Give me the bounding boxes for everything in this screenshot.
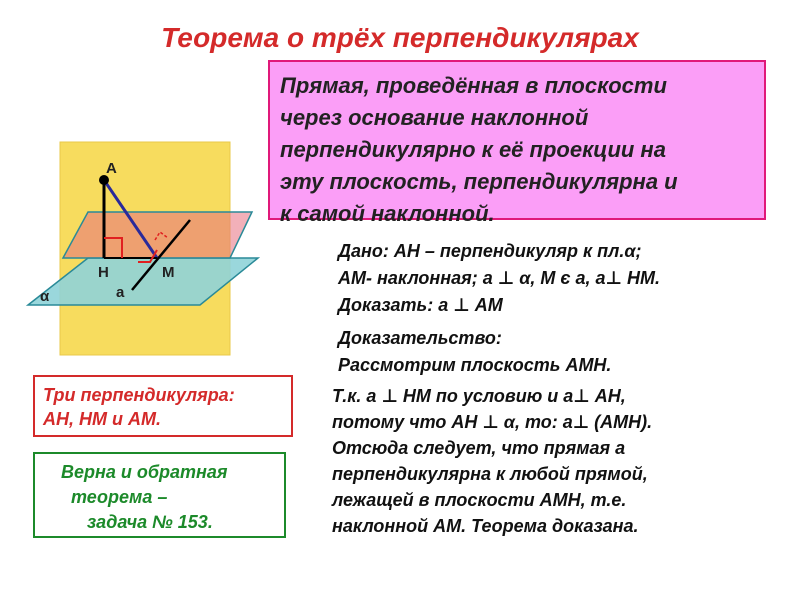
three-perp-line: АН, НМ и АМ. bbox=[43, 409, 161, 429]
proof-body-line: наклонной АМ. Теорема доказана. bbox=[332, 516, 639, 536]
converse-line: Верна и обратная bbox=[61, 462, 228, 482]
three-perp-line: Три перпендикуляра: bbox=[43, 385, 235, 405]
proof-body-line: лежащей в плоскости АМН, т.е. bbox=[332, 490, 627, 510]
label-a-point: А bbox=[106, 160, 117, 177]
theorem-line: Прямая, проведённая в плоскости bbox=[280, 73, 667, 98]
label-h-point: Н bbox=[98, 264, 109, 281]
page-title: Теорема о трёх перпендикулярах bbox=[161, 22, 639, 53]
three-perpendiculars-box bbox=[33, 375, 293, 437]
given-block bbox=[338, 238, 798, 319]
converse-theorem-box bbox=[33, 452, 286, 538]
label-line-a: а bbox=[116, 284, 125, 301]
given-line: Дано: АН – перпендикуляр к пл.α; bbox=[338, 241, 642, 261]
theorem-line: через основание наклонной bbox=[280, 105, 589, 130]
proof-body-line: Отсюда следует, что прямая а bbox=[332, 438, 626, 458]
theorem-line: эту плоскость, перпендикулярна и bbox=[280, 169, 678, 194]
theorem-statement-box bbox=[268, 60, 766, 226]
given-line: Доказать: а ⊥ АМ bbox=[338, 295, 503, 315]
proof-line: Доказательство: bbox=[338, 328, 502, 348]
theorem-line: перпендикулярно к её проекции на bbox=[280, 137, 666, 162]
given-line: АМ- наклонная; а ⊥ α, М є а, а⊥ НМ. bbox=[338, 268, 660, 288]
proof-body-line: Т.к. а ⊥ НМ по условию и а⊥ АН, bbox=[332, 386, 626, 406]
proof-heading-block bbox=[338, 325, 798, 379]
proof-body-block bbox=[332, 383, 792, 539]
proof-line: Рассмотрим плоскость АМН. bbox=[338, 355, 612, 375]
proof-body-line: перпендикулярна к любой прямой, bbox=[332, 464, 648, 484]
theorem-line: к самой наклонной. bbox=[280, 201, 495, 226]
proof-body-line: потому что АН ⊥ α, то: а⊥ (АМН). bbox=[332, 412, 653, 432]
label-alpha: α bbox=[40, 288, 50, 305]
converse-line: задача № 153. bbox=[87, 512, 213, 532]
label-m-point: М bbox=[162, 264, 175, 281]
converse-line: теорема – bbox=[71, 487, 168, 507]
